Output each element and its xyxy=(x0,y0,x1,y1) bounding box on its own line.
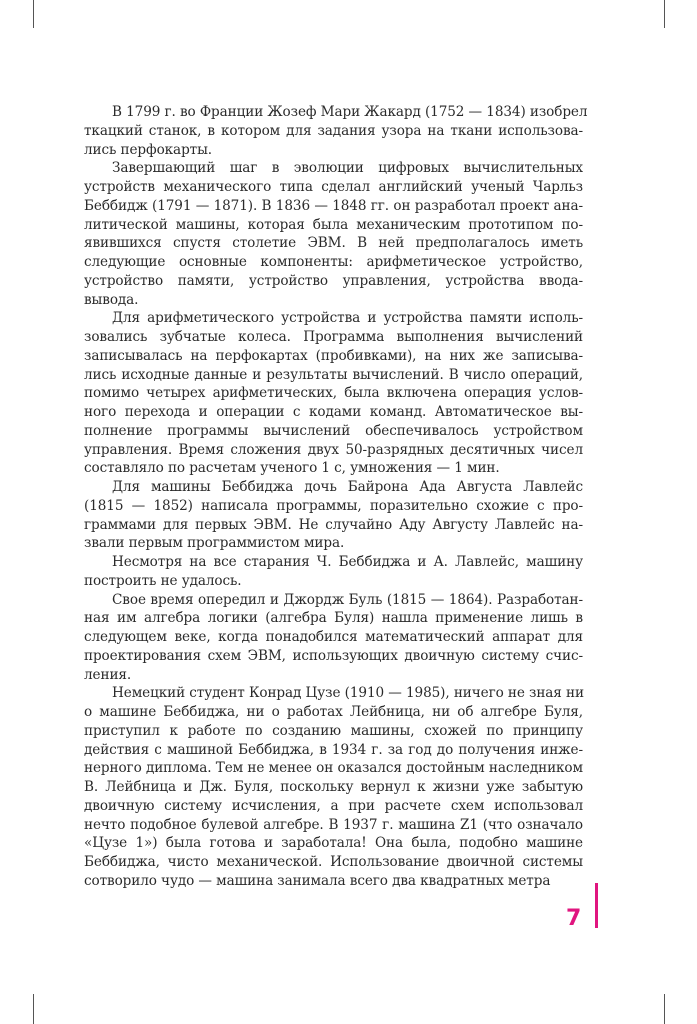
text-line: В. Лейбница и Дж. Буля, поскольку вернул к жизни уже забытую xyxy=(84,779,583,795)
text-line: проектирования схем ЭВМ, использующих двоичную систему счис- xyxy=(84,647,583,664)
text-line: Немецкий студент Конрад Цузе (1910 — 1985), ничего не зная ни xyxy=(112,685,584,702)
paragraph xyxy=(84,553,583,591)
text-line: Завершающий шаг в эволюции цифровых вычислительных xyxy=(112,160,583,177)
text-line: ления. xyxy=(84,666,132,683)
text-line: помимо четырех арифметических, была включена операция услов- xyxy=(84,385,583,402)
text-line: В 1799 г. во Франции Жозеф Мари Жакард (1752 — 1834) изобрел xyxy=(112,104,588,120)
paragraph xyxy=(84,309,583,478)
page-marker-bar xyxy=(595,883,598,928)
paragraph xyxy=(84,591,583,685)
text-line: составляло по расчетам ученого 1 с, умножения — 1 мин. xyxy=(84,460,500,477)
text-line: сотворило чудо — машина занимала всего два квадратных метра xyxy=(84,872,551,889)
text-line: нерного диплома. Тем не менее он оказался достойным наследником xyxy=(84,760,583,777)
text-line: ткацкий станок, в котором для задания узора на ткани использова- xyxy=(84,122,583,139)
text-line: построить не удалось. xyxy=(84,572,242,589)
text-line: (1815 — 1852) написала программы, поразительно схожие с про- xyxy=(84,497,583,514)
text-line: о машине Беббиджа, ни о работах Лейбница, ни об алгебре Буля, xyxy=(84,704,583,720)
text-line: двоичную систему исчисления, а при расчете схем использовал xyxy=(84,797,583,814)
paragraph xyxy=(84,478,583,553)
text-line: «Цузе 1») была готова и заработала! Она была, подобно машине xyxy=(84,835,583,852)
text-line: звали первым программистом мира. xyxy=(84,535,345,552)
text-line: Беббиджа, чисто механической. Использование двоичной системы xyxy=(84,854,583,870)
text-line: вывода. xyxy=(84,291,139,308)
paragraph xyxy=(84,159,583,309)
paragraph xyxy=(84,103,588,159)
text-line: приступил к работе по созданию машины, схожей по принципу xyxy=(84,722,583,739)
text-line: следующие основные компоненты: арифметическое устройство, xyxy=(84,254,583,270)
text-line: Несмотря на все старания Ч. Беббиджа и А. Лавлейс, машину xyxy=(112,554,583,570)
text-line: ного перехода и операции с кодами команд. Автоматическое вы- xyxy=(84,404,583,420)
text-line: лись перфокарты. xyxy=(84,141,213,158)
text-line: Свое время опередил и Джордж Буль (1815 — 1864). Разработан- xyxy=(112,591,583,608)
text-line: Для арифметического устройства и устройства памяти исполь- xyxy=(112,310,583,327)
text-line: следующем веке, когда понадобился математический аппарат для xyxy=(84,629,583,645)
body-text xyxy=(84,103,588,891)
crop-mark-bottom-left xyxy=(33,994,34,1024)
text-line: нечто подобное булевой алгебре. В 1937 г. машина Z1 (что означало xyxy=(84,816,583,833)
text-line: граммами для первых ЭВМ. Не случайно Аду Августу Лавлейс на- xyxy=(84,516,583,533)
crop-mark-top-right xyxy=(664,0,665,28)
text-line: ная им алгебра логики (алгебра Буля) нашла применение лишь в xyxy=(84,610,583,627)
crop-mark-top-left xyxy=(33,0,34,28)
page-number: 7 xyxy=(566,906,582,931)
text-line: устройство памяти, устройство управления, устройства ввода- xyxy=(84,272,583,289)
crop-mark-bottom-right xyxy=(664,994,665,1024)
text-line: лись исходные данные и результаты вычислений. В число операций, xyxy=(84,366,583,383)
text-line: управления. Время сложения двух 50-разрядных десятичных чисел xyxy=(84,441,583,458)
text-line: Для машины Беббиджа дочь Байрона Ада Августа Лавлейс xyxy=(112,479,583,495)
text-line: полнение программы вычислений обеспечивалось устройством xyxy=(84,422,583,439)
paragraph xyxy=(84,684,583,890)
text-line: Беббидж (1791 — 1871). В 1836 — 1848 гг. он разработал проект ана- xyxy=(84,197,583,214)
text-line: явившихся спустя столетие ЭВМ. В ней предполагалось иметь xyxy=(84,235,583,252)
text-line: литической машины, которая была механическим прототипом по- xyxy=(84,216,583,233)
text-line: устройств механического типа сделал английский ученый Чарльз xyxy=(84,179,583,195)
text-line: зовались зубчатые колеса. Программа выполнения вычислений xyxy=(84,329,583,345)
text-line: записывалась на перфокартах (пробивками), на них же записыва- xyxy=(84,347,583,364)
text-line: действия с машиной Беббиджа, в 1934 г. за год до получения инже- xyxy=(84,741,583,758)
